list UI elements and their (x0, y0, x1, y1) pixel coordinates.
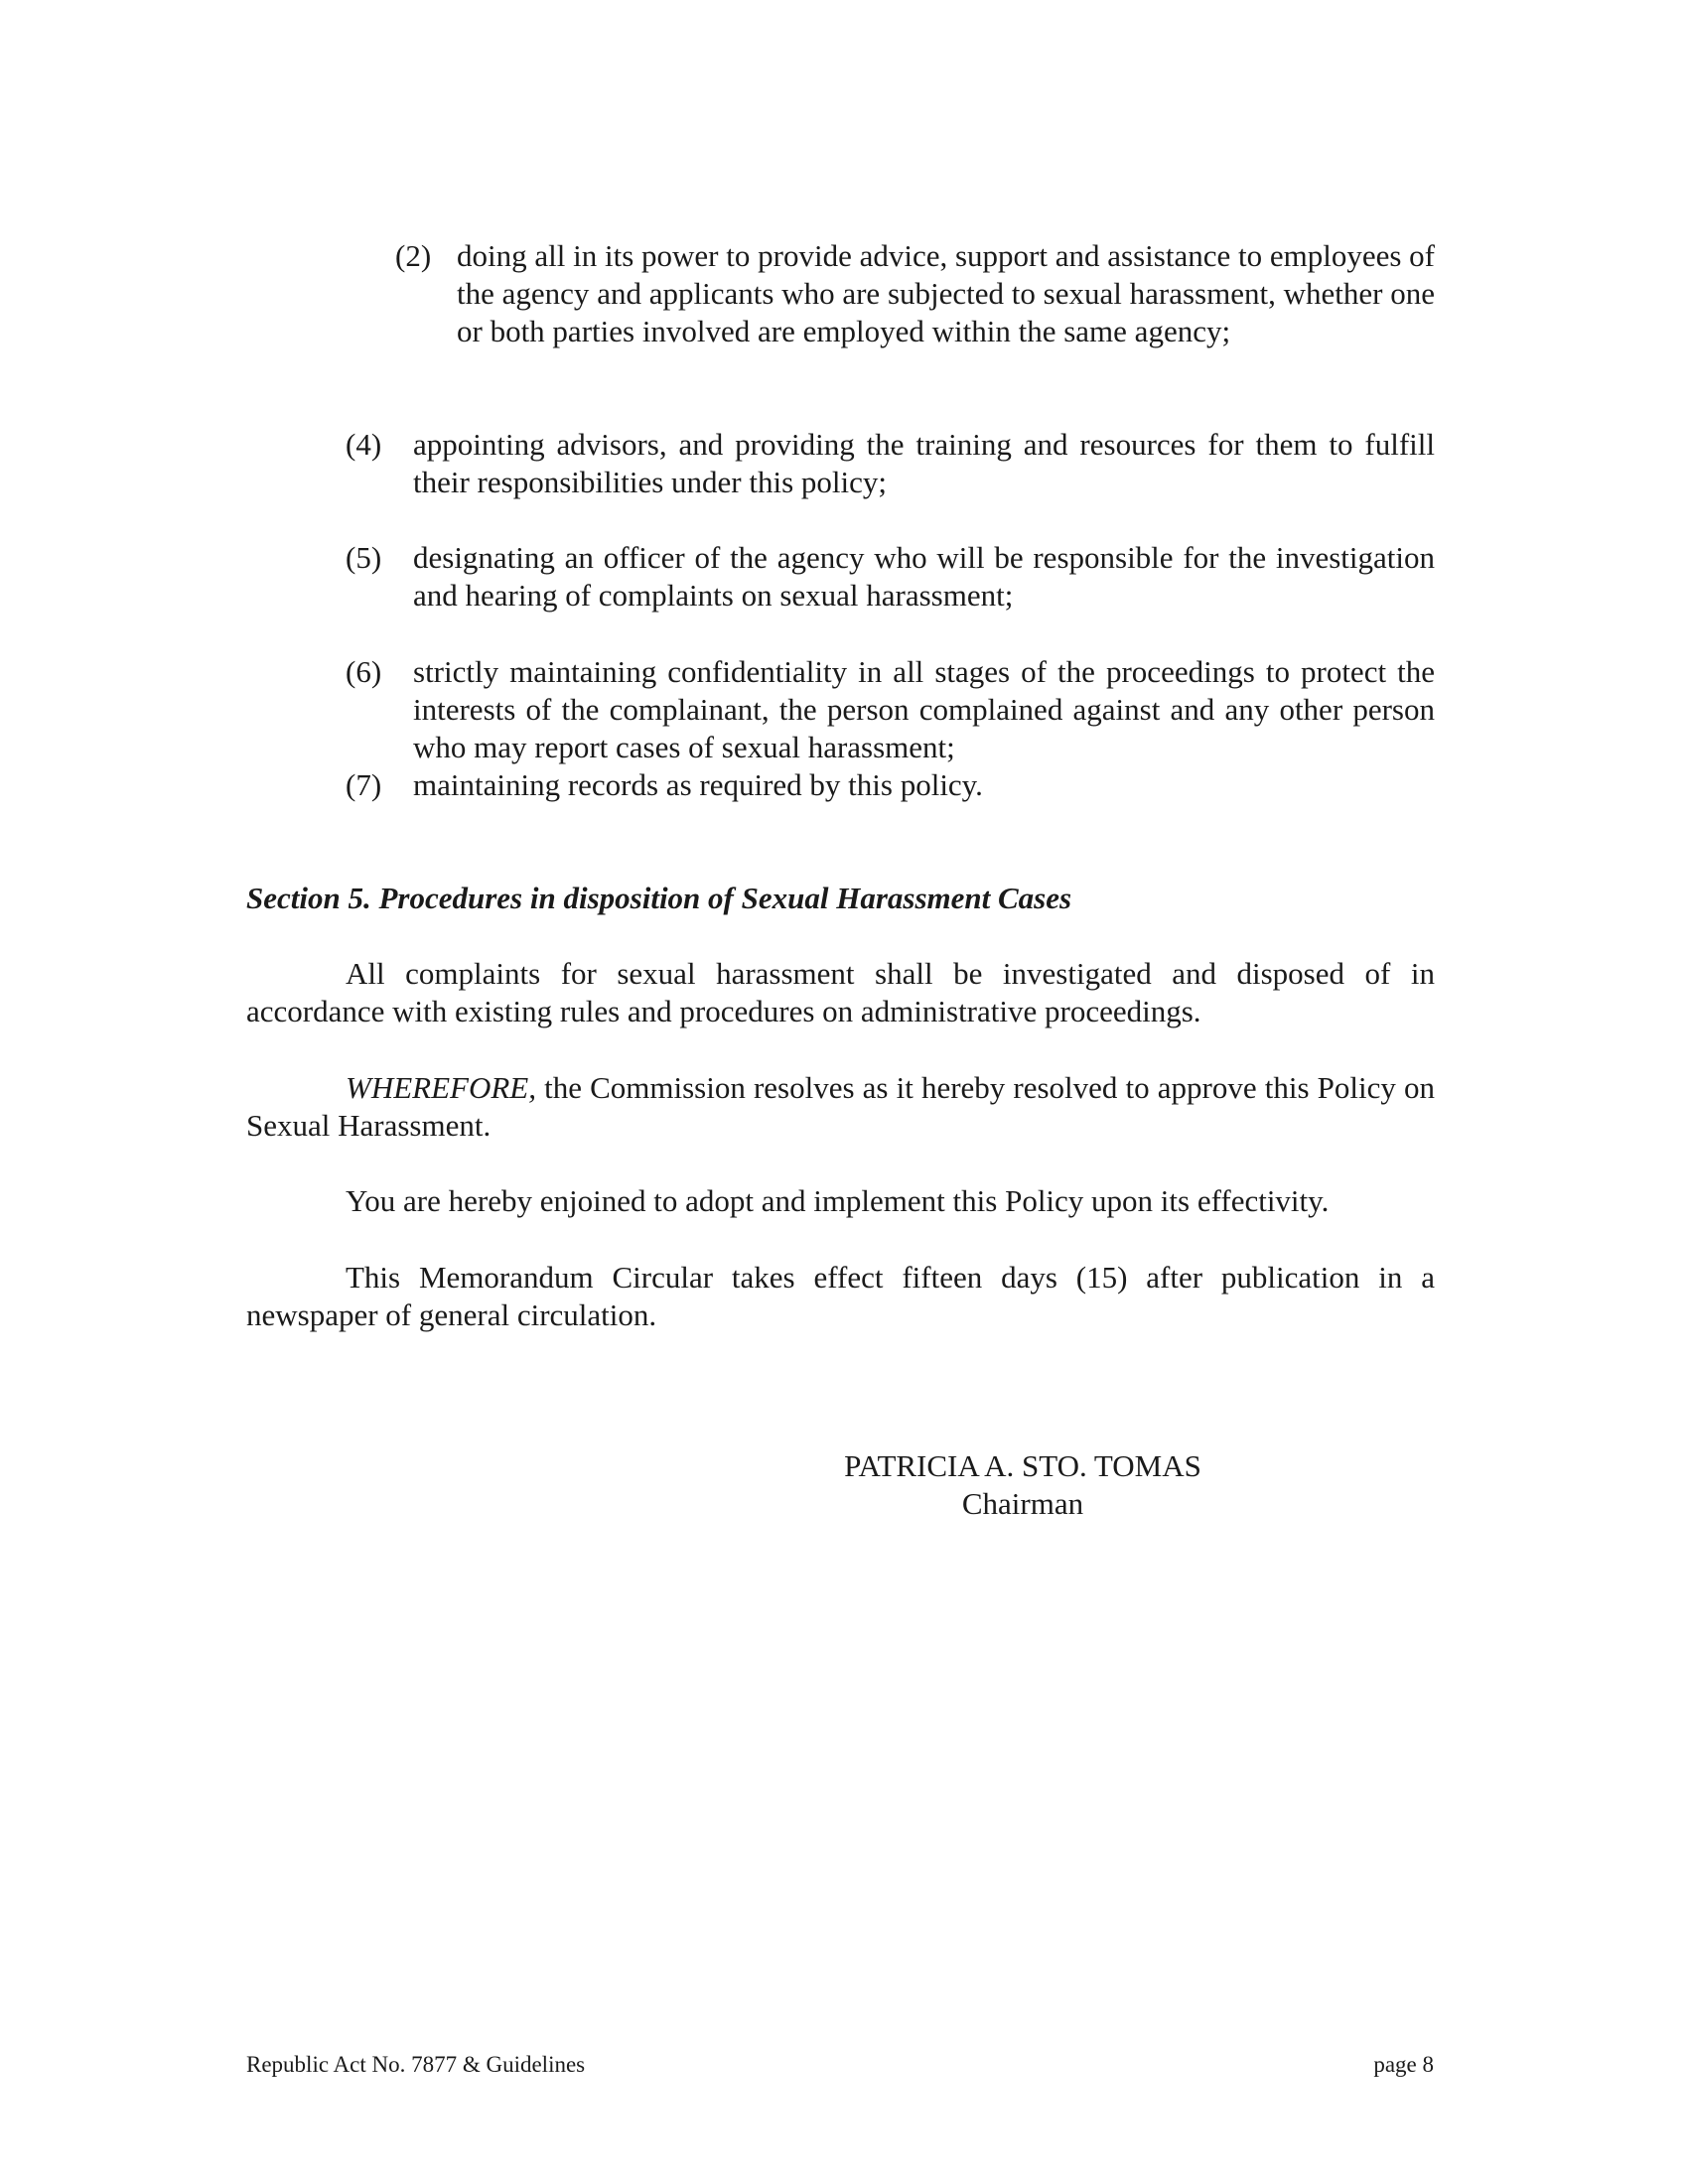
list-item-text: maintaining records as required by this policy. (413, 767, 983, 802)
list-item-text: strictly maintaining confidentiality in all stages of the proceedings to protect the interests of the complainant, the person complained against and any other person who may report cases of sexual harassment; (413, 654, 1435, 764)
section-heading: Section 5. Procedures in disposition of Sexual Harassment Cases (246, 881, 1072, 915)
paragraph-effectivity: This Memorandum Circular takes effect fifteen days (15) after publication in a newspaper of general circulation. (246, 1260, 1435, 1332)
paragraph-enjoined: You are hereby enjoined to adopt and implement this Policy upon its effectivity. (346, 1183, 1330, 1218)
list-item-4 (346, 426, 1435, 501)
wherefore-lead: WHEREFORE, (346, 1070, 536, 1105)
paragraph-complaints: All complaints for sexual harassment shall be investigated and disposed of in accordance with existing rules and procedures on administrative proceedings. (246, 956, 1435, 1028)
list-item-5 (346, 539, 1435, 614)
list-item-number: (6) (346, 654, 382, 689)
signatory-title: Chairman (961, 1486, 1084, 1521)
list-item-number: (4) (346, 427, 382, 462)
list-item-number: (2) (395, 238, 432, 273)
footer-page-number: page 8 (1373, 2052, 1434, 2077)
list-item-text: doing all in its power to provide advice, support and assistance to employees of the agency and applicants who are subjected to sexual harassment, whether one or both parties involved are employed within the same agency; (457, 238, 1435, 348)
list-item-text: designating an officer of the agency who will be responsible for the investigation and hearing of complaints on sexual harassment; (413, 540, 1435, 613)
wherefore-text: the Commission resolves as it hereby resolved to approve this Policy on Sexual Harassment. (246, 1070, 1435, 1143)
footer-document-title: Republic Act No. 7877 & Guidelines (246, 2052, 586, 2077)
signatory-name: PATRICIA A. STO. TOMAS (844, 1448, 1201, 1483)
list-item-number: (7) (346, 767, 382, 802)
list-item-2 (395, 237, 1435, 350)
list-item-text: appointing advisors, and providing the training and resources for them to fulfill their responsibilities under this policy; (413, 427, 1435, 499)
paragraph-wherefore (246, 1069, 1435, 1145)
list-item-7 (346, 766, 1435, 804)
list-item-number: (5) (346, 540, 382, 575)
list-item-6 (346, 653, 1435, 766)
